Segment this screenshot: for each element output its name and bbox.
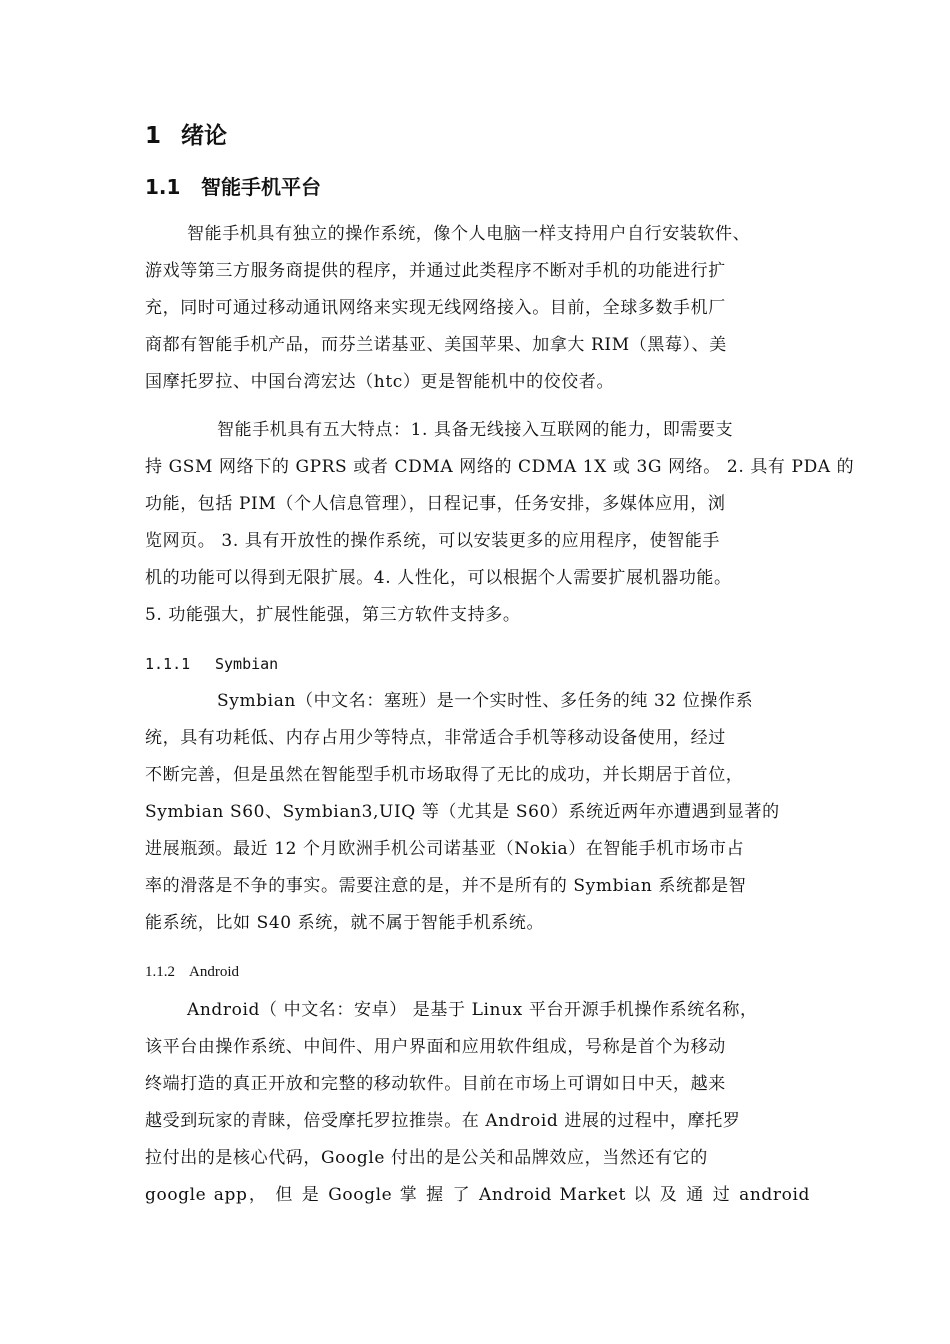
heading-android xyxy=(145,960,239,984)
subsection-number: 1.1 xyxy=(145,175,181,199)
paragraph-line: 国摩托罗拉、中国台湾宏达（htc）更是智能机中的佼佼者。 xyxy=(145,372,615,392)
paragraph-line: 终端打造的真正开放和完整的移动软件。目前在市场上可谓如日中天，越来 xyxy=(145,1074,726,1094)
paragraph-line: Symbian S60、Symbian3,UIQ 等（尤其是 S60）系统近两年亦遭遇到显著的 xyxy=(145,802,780,822)
section-heading xyxy=(145,120,227,152)
section-title: 绪论 xyxy=(181,123,227,149)
paragraph-line: 商都有智能手机产品，而芬兰诺基亚、美国苹果、加拿大 RIM（黑莓）、美 xyxy=(145,335,727,355)
heading-number: 1.1.1 xyxy=(145,655,191,673)
paragraph-line: Android（ 中文名：安卓） 是基于 Linux 平台开源手机操作系统名称， xyxy=(187,1000,758,1020)
paragraph-android xyxy=(145,992,810,1214)
paragraph-line: 该平台由操作系统、中间件、用户界面和应用软件组成，号称是首个为移动 xyxy=(145,1037,726,1057)
heading-symbian xyxy=(145,652,278,676)
paragraph-smartphone-features xyxy=(145,412,855,634)
paragraph-line: 充，同时可通过移动通讯网络来实现无线网络接入。目前，全球多数手机厂 xyxy=(145,298,726,318)
paragraph-line: 拉付出的是核心代码，Google 付出的是公关和品牌效应，当然还有它的 xyxy=(145,1148,708,1168)
paragraph-line: google app， 但 是 Google 掌 握 了 Android Market 以 及 通 过 android xyxy=(145,1185,810,1205)
paragraph-line: 进展瓶颈。最近 12 个月欧洲手机公司诺基亚（Nokia）在智能手机市场市占 xyxy=(145,839,745,859)
paragraph-line: 持 GSM 网络下的 GPRS 或者 CDMA 网络的 CDMA 1X 或 3G 网络。 2. 具有 PDA 的 xyxy=(145,457,855,477)
subsection-title: 智能手机平台 xyxy=(201,175,321,199)
heading-number: 1.1.2 xyxy=(145,964,175,980)
heading-title: Android xyxy=(189,964,239,980)
paragraph-line: 能系统，比如 S40 系统，就不属于智能手机系统。 xyxy=(145,913,545,933)
paragraph-line: 机的功能可以得到无限扩展。4. 人性化，可以根据个人需要扩展机器功能。 xyxy=(145,568,732,588)
paragraph-smartphone-intro xyxy=(145,216,810,401)
paragraph-line: 游戏等第三方服务商提供的程序，并通过此类程序不断对手机的功能进行扩 xyxy=(145,261,726,281)
section-number: 1 xyxy=(145,123,162,149)
heading-title: Symbian xyxy=(215,655,279,673)
paragraph-line: 不断完善，但是虽然在智能型手机市场取得了无比的成功，并长期居于首位， xyxy=(145,765,744,785)
paragraph-line: 览网页。 3. 具有开放性的操作系统，可以安装更多的应用程序，使智能手 xyxy=(145,531,721,551)
paragraph-line: 率的滑落是不争的事实。需要注意的是，并不是所有的 Symbian 系统都是智 xyxy=(145,876,747,896)
paragraph-line: 智能手机具有五大特点：1. 具备无线接入互联网的能力，即需要支 xyxy=(217,420,734,440)
paragraph-line: 越受到玩家的青睐，倍受摩托罗拉推崇。在 Android 进展的过程中，摩托罗 xyxy=(145,1111,741,1131)
paragraph-line: Symbian（中文名：塞班）是一个实时性、多任务的纯 32 位操作系 xyxy=(217,691,754,711)
paragraph-line: 智能手机具有独立的操作系统，像个人电脑一样支持用户自行安装软件、 xyxy=(187,224,751,244)
paragraph-line: 功能，包括 PIM（个人信息管理），日程记事，任务安排，多媒体应用，浏 xyxy=(145,494,726,514)
paragraph-symbian xyxy=(145,683,810,942)
paragraph-line: 统，具有功耗低、内存占用少等特点，非常适合手机等移动设备使用，经过 xyxy=(145,728,726,748)
subsection-heading xyxy=(145,172,321,202)
paragraph-line: 5. 功能强大，扩展性能强，第三方软件支持多。 xyxy=(145,605,521,625)
